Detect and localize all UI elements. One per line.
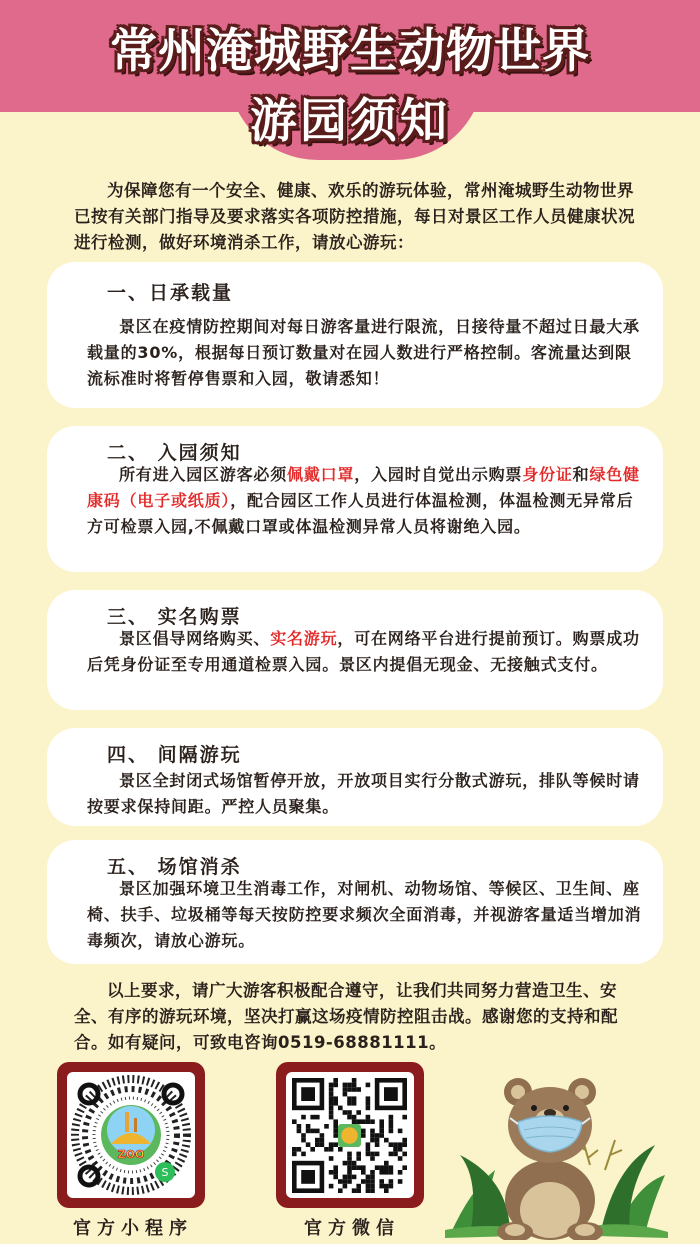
section-title: 二、 入园须知 bbox=[107, 442, 242, 464]
section-title: 五、 场馆消杀 bbox=[107, 856, 242, 878]
closing-paragraph: 以上要求，请广大游客积极配合遵守，让我们共同努力营造卫生、安全、有序的游玩环境，坚决打赢这场疫情防控阻击战。感谢您的支持和配合。如有疑问，可致电咨询0519-68881111。 bbox=[74, 981, 618, 1052]
section-body: 景区倡导网络购买、实名游玩，可在网络平台进行提前预订。购票成功后凭身份证至专用通道检票入园。景区内提倡无现金、无接触式支付。 bbox=[87, 629, 640, 674]
page-subtitle: 游园须知 bbox=[250, 94, 450, 149]
section-body: 景区加强环境卫生消毒工作，对闸机、动物场馆、等候区、卫生间、座椅、扶手、垃圾桶等每天按防控要求频次全面消毒，并视游客量适当增加消毒频次，请放心游玩。 bbox=[87, 879, 642, 950]
intro-paragraph: 为保障您有一个安全、健康、欢乐的游玩体验，常州淹城野生动物世界已按有关部门指导及要求落实各项防控措施，每日对景区工作人员健康状况进行检测，做好环境消杀工作，请放心游玩： bbox=[74, 181, 635, 252]
highlight-id-card: 身份证 bbox=[522, 465, 573, 484]
section-body: 景区在疫情防控期间对每日游客量进行限流，日接待量不超过日最大承载量的30%，根据每日预订数量对在园人数进行严格控制。客流量达到限流标准时将暂停售票和入园，敬请悉知！ bbox=[87, 317, 640, 388]
section-body: 所有进入园区游客必须佩戴口罩，入园时自觉出示购票身份证和绿色健康码（电子或纸质），配合园区工作人员进行体温检测，体温检测无异常后方可检票入园,不佩戴口罩或体温检测异常人员将谢绝入园。 bbox=[87, 465, 640, 536]
section-title: 三、 实名购票 bbox=[107, 606, 242, 628]
mini-program-qr-code[interactable] bbox=[67, 1072, 195, 1198]
page-title: 常州淹城野生动物世界 bbox=[110, 24, 590, 79]
section-card-ticket bbox=[47, 590, 663, 710]
section-title: 一、日承载量 bbox=[107, 282, 234, 304]
wechat-label: 官方微信 bbox=[304, 1218, 400, 1239]
wechat-qr-frame[interactable] bbox=[276, 1062, 424, 1208]
highlight-real-name: 实名游玩 bbox=[270, 629, 338, 648]
svg-text:S: S bbox=[161, 1166, 169, 1179]
wechat-qr-code[interactable] bbox=[286, 1072, 414, 1198]
highlight-health-code: 绿色健康码（电子或纸质） bbox=[87, 465, 640, 510]
highlight-mask: 佩戴口罩 bbox=[287, 465, 355, 484]
mini-program-label: 官方小程序 bbox=[73, 1218, 193, 1239]
section-card-distance bbox=[47, 728, 663, 826]
bear-mascot-icon bbox=[440, 1070, 670, 1240]
mini-program-qr-frame[interactable] bbox=[57, 1062, 205, 1208]
section-body: 景区全封闭式场馆暂停开放，开放项目实行分散式游玩，排队等候时请按要求保持间距。严控人员聚集。 bbox=[87, 771, 640, 816]
section-card-disinfection bbox=[47, 840, 663, 964]
section-title: 四、 间隔游玩 bbox=[107, 744, 242, 766]
section-card-entry bbox=[47, 426, 663, 572]
zoo-logo-text: ZOO bbox=[117, 1148, 145, 1161]
section-card-capacity bbox=[47, 262, 663, 408]
